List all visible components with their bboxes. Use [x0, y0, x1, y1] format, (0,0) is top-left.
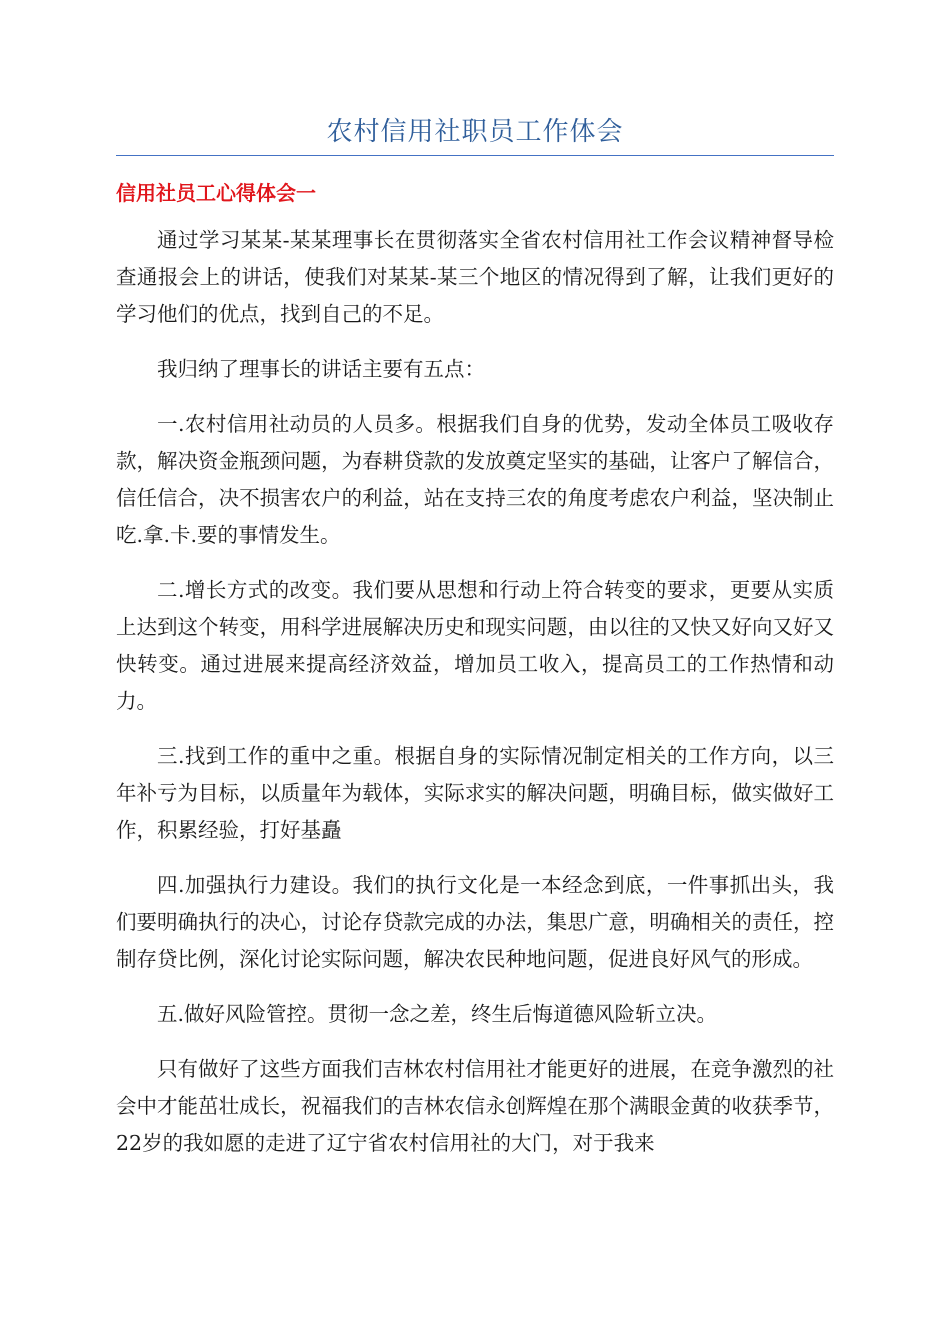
paragraph: 只有做好了这些方面我们吉林农村信用社才能更好的进展，在竞争激烈的社会中才能茁壮成长，祝福我们的吉林农信永创辉煌在那个满眼金黄的收获季节，22岁的我如愿的走进了辽宁省农村信用社的大门，对于我来 [116, 1057, 834, 1155]
paragraph: 二.增长方式的改变。我们要从思想和行动上符合转变的要求，更要从实质上达到这个转变，用科学进展解决历史和现实问题，由以往的又快又好向又好又快转变。通过进展来提高经济效益，增加员工收入，提高员工的工作热情和动力。 [116, 578, 834, 713]
paragraph: 一.农村信用社动员的人员多。根据我们自身的优势，发动全体员工吸收存款，解决资金瓶颈问题，为春耕贷款的发放奠定坚实的基础，让客户了解信合，信任信合，决不损害农户的利益，站在支持三农的角度考虑农户利益，坚决制止吃.拿.卡.要的事情发生。 [116, 412, 834, 547]
paragraph: 四.加强执行力建设。我们的执行文化是一本经念到底，一件事抓出头，我们要明确执行的决心，讨论存贷款完成的办法，集思广意，明确相关的责任，控制存贷比例，深化讨论实际问题，解决农民种地问题，促进良好风气的形成。 [116, 873, 834, 971]
paragraph: 五.做好风险管控。贯彻一念之差，终生后悔道德风险斩立决。 [157, 1002, 718, 1026]
paragraph: 三.找到工作的重中之重。根据自身的实际情况制定相关的工作方向，以三年补亏为目标，以质量年为载体，实际求实的解决问题，明确目标，做实做好工作，积累经验，打好基矗 [116, 744, 834, 842]
paragraph: 我归纳了理事长的讲话主要有五点： [157, 357, 485, 381]
paragraph: 通过学习某某-某某理事长在贯彻落实全省农村信用社工作会议精神督导检查通报会上的讲话，使我们对某某-某三个地区的情况得到了解，让我们更好的学习他们的优点，找到自己的不足。 [116, 228, 834, 326]
document-body [116, 222, 834, 1180]
title-underline [116, 155, 834, 156]
document-title: 农村信用社职员工作体会 [326, 117, 624, 147]
section-heading: 信用社员工心得体会一 [116, 181, 316, 205]
